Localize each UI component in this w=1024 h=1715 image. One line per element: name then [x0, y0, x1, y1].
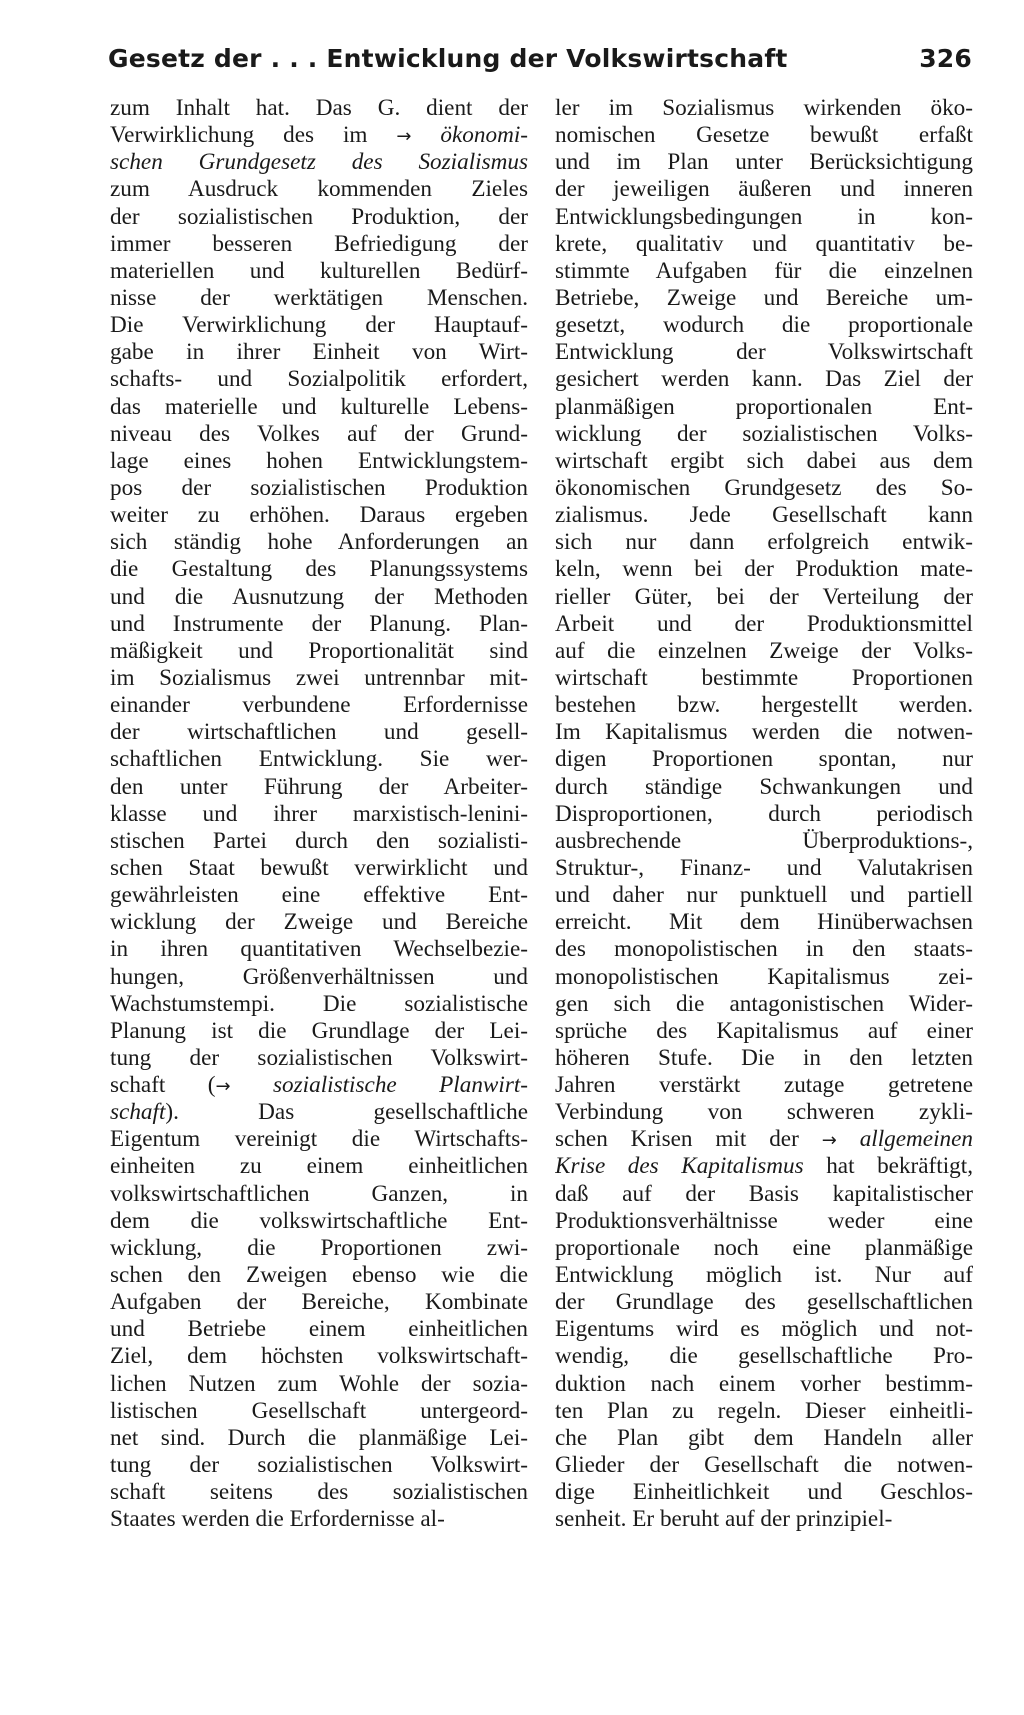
text-line: Staates werden die Erfordernisse al-: [110, 1506, 445, 1533]
text-line: pos der sozialistischen Produktion: [110, 474, 528, 501]
text-line: durch ständige Schwankungen und: [555, 773, 973, 800]
text-run: ). Das gesellschaftliche: [165, 1099, 528, 1126]
left-text-column: [110, 95, 528, 1533]
text-line: mäßigkeit und Proportionalität sind: [110, 637, 528, 664]
text-line: Verbindung von schweren zykli-: [555, 1099, 973, 1126]
text-line: sprüche des Kapitalismus auf einer: [555, 1017, 973, 1044]
text-line: auf die einzelnen Zweige der Volks-: [555, 637, 973, 664]
text-line: Wachstumstempi. Die sozialistische: [110, 990, 528, 1017]
text-line: volkswirtschaftlichen Ganzen, in: [110, 1180, 528, 1207]
text-line: krete, qualitativ und quantitativ be-: [555, 230, 973, 257]
text-line: schen den Zweigen ebenso wie die: [110, 1262, 528, 1289]
text-line: zialismus. Jede Gesellschaft kann: [555, 502, 973, 529]
cross-reference-term: sozialistische Planwirt-: [273, 1072, 528, 1099]
text-line: niveau des Volkes auf der Grund-: [110, 420, 528, 447]
right-text-column: [555, 95, 973, 1533]
text-line: sich ständig hohe Anforderungen an: [110, 529, 528, 556]
text-line: und im Plan unter Berücksichtigung: [555, 149, 973, 176]
text-line: gesetzt, wodurch die proportionale: [555, 312, 973, 339]
cross-reference-term: schaft: [110, 1099, 166, 1126]
text-line: der jeweiligen äußeren und inneren: [555, 176, 973, 203]
text-line: und Instrumente der Planung. Plan-: [110, 610, 528, 637]
text-line: Entwicklung möglich ist. Nur auf: [555, 1262, 973, 1289]
cross-reference-arrow-icon: →: [396, 126, 412, 148]
text-line: im Sozialismus zwei untrennbar mit-: [110, 664, 528, 691]
text-line: weiter zu erhöhen. Daraus ergeben: [110, 502, 528, 529]
cross-reference-arrow-icon: →: [821, 1130, 837, 1152]
text-line: daß auf der Basis kapitalistischer: [555, 1180, 973, 1207]
text-line: duktion nach einem vorher bestimm-: [555, 1370, 973, 1397]
cross-reference-term: Krise des Kapitalismus: [555, 1153, 804, 1180]
text-line: rieller Güter, bei der Verteilung der: [555, 583, 973, 610]
cross-reference-term: allgemeinen: [859, 1126, 973, 1153]
text-line: der sozialistischen Produktion, der: [110, 203, 528, 230]
text-line: gewährleisten eine effektive Ent-: [110, 882, 528, 909]
text-line: che Plan gibt dem Handeln aller: [555, 1424, 973, 1451]
text-line: [555, 1153, 973, 1180]
text-line: ler im Sozialismus wirkenden öko-: [555, 95, 973, 121]
text-line: Glieder der Gesellschaft die notwen-: [555, 1452, 973, 1479]
text-line: tung der sozialistischen Volkswirt-: [110, 1452, 528, 1479]
text-run: hat bekräftigt,: [803, 1153, 973, 1180]
text-line: Entwicklungsbedingungen in kon-: [555, 203, 973, 230]
text-line: Im Kapitalismus werden die notwen-: [555, 719, 973, 746]
text-line: [110, 149, 528, 176]
text-line: digen Proportionen spontan, nur: [555, 746, 973, 773]
text-line: schaftlichen Entwicklung. Sie wer-: [110, 746, 528, 773]
text-line: dem die volkswirtschaftliche Ent-: [110, 1207, 528, 1234]
text-line: nisse der werktätigen Menschen.: [110, 284, 528, 311]
text-line: das materielle und kulturelle Lebens-: [110, 393, 528, 420]
text-line: Aufgaben der Bereiche, Kombinate: [110, 1289, 528, 1316]
text-line: Eigentum vereinigt die Wirtschafts-: [110, 1126, 528, 1153]
text-line: immer besseren Befriedigung der: [110, 230, 528, 257]
text-line: Disproportionen, durch periodisch: [555, 800, 973, 827]
text-line: Planung ist die Grundlage der Lei-: [110, 1017, 528, 1044]
text-line: und die Ausnutzung der Methoden: [110, 583, 528, 610]
text-line: ten Plan zu regeln. Dieser einheitli-: [555, 1397, 973, 1424]
text-run: schaft (: [110, 1072, 216, 1099]
running-header: [108, 38, 972, 78]
text-line: tung der sozialistischen Volkswirt-: [110, 1044, 528, 1071]
text-line: keln, wenn bei der Produktion mate-: [555, 556, 973, 583]
text-line: wirtschaft ergibt sich dabei aus dem: [555, 447, 973, 474]
text-line: der Grundlage des gesellschaftlichen: [555, 1289, 973, 1316]
text-line: des monopolistischen in den staats-: [555, 936, 973, 963]
text-line: wirtschaft bestimmte Proportionen: [555, 664, 973, 691]
text-line: Entwicklung der Volkswirtschaft: [555, 339, 973, 366]
text-line: proportionale noch eine planmäßige: [555, 1234, 973, 1261]
text-line: [110, 1099, 528, 1126]
text-line: [555, 1126, 973, 1153]
text-line: stischen Partei durch den sozialisti-: [110, 827, 528, 854]
text-line: Arbeit und der Produktionsmittel: [555, 610, 973, 637]
text-line: einander verbundene Erfordernisse: [110, 692, 528, 719]
text-line: planmäßigen proportionalen Ent-: [555, 393, 973, 420]
text-line: nomischen Gesetze bewußt erfaßt: [555, 122, 973, 149]
text-line: wicklung der Zweige und Bereiche: [110, 909, 528, 936]
text-line: schen Staat bewußt verwirklicht und: [110, 854, 528, 881]
text-line: Eigentums wird es möglich und not-: [555, 1316, 973, 1343]
header-title: Gesetz der . . . Entwicklung der Volkswirtschaft: [108, 43, 788, 73]
text-line: ökonomischen Grundgesetz des So-: [555, 474, 973, 501]
text-line: [110, 1072, 528, 1099]
text-line: einheiten zu einem einheitlichen: [110, 1153, 528, 1180]
text-line: Die Verwirklichung der Hauptauf-: [110, 312, 528, 339]
text-line: wicklung der sozialistischen Volks-: [555, 420, 973, 447]
text-line: ausbrechende Überproduktions-,: [555, 827, 973, 854]
text-line: Jahren verstärkt zutage getretene: [555, 1072, 973, 1099]
page-number: 326: [919, 43, 972, 73]
text-line: gen sich die antagonistischen Wider-: [555, 990, 973, 1017]
text-line: in ihren quantitativen Wechselbezie-: [110, 936, 528, 963]
text-line: Struktur-, Finanz- und Valutakrisen: [555, 854, 973, 881]
cross-reference-term: schen Grundgesetz des Sozialismus: [110, 149, 528, 176]
text-line: erreicht. Mit dem Hinüberwachsen: [555, 909, 973, 936]
text-line: hungen, Größenverhältnissen und: [110, 963, 528, 990]
text-line: wicklung, die Proportionen zwi-: [110, 1234, 528, 1261]
text-line: senheit. Er beruht auf der prinzipiel-: [555, 1506, 893, 1533]
text-line: klasse und ihrer marxistisch-lenini-: [110, 800, 528, 827]
text-line: lage eines hohen Entwicklungstem-: [110, 447, 528, 474]
text-line: und Betriebe einem einheitlichen: [110, 1316, 528, 1343]
text-line: lichen Nutzen zum Wohle der sozia-: [110, 1370, 528, 1397]
text-line: bestehen bzw. hergestellt werden.: [555, 692, 973, 719]
text-line: den unter Führung der Arbeiter-: [110, 773, 528, 800]
text-line: schafts- und Sozialpolitik erfordert,: [110, 366, 528, 393]
text-line: [110, 122, 528, 149]
text-line: listischen Gesellschaft untergeord-: [110, 1397, 528, 1424]
text-run: schen Krisen mit der: [555, 1126, 822, 1153]
text-line: gesichert werden kann. Das Ziel der: [555, 366, 973, 393]
text-line: Betriebe, Zweige und Bereiche um-: [555, 284, 973, 311]
text-line: Produktionsverhältnisse weder eine: [555, 1207, 973, 1234]
text-line: die Gestaltung des Planungssystems: [110, 556, 528, 583]
cross-reference-term: ökonomi-: [440, 122, 528, 149]
text-line: wendig, die gesellschaftliche Pro-: [555, 1343, 973, 1370]
text-line: gabe in ihrer Einheit von Wirt-: [110, 339, 528, 366]
text-line: stimmte Aufgaben für die einzelnen: [555, 257, 973, 284]
text-line: zum Ausdruck kommenden Zieles: [110, 176, 528, 203]
cross-reference-arrow-icon: →: [215, 1076, 231, 1098]
text-line: zum Inhalt hat. Das G. dient der: [110, 95, 528, 121]
text-line: monopolistischen Kapitalismus zei-: [555, 963, 973, 990]
text-run: Verwirklichung des im: [110, 122, 397, 149]
text-line: Ziel, dem höchsten volkswirtschaft-: [110, 1343, 528, 1370]
text-line: der wirtschaftlichen und gesell-: [110, 719, 528, 746]
text-line: dige Einheitlichkeit und Geschlos-: [555, 1479, 973, 1506]
text-line: höheren Stufe. Die in den letzten: [555, 1044, 973, 1071]
text-line: materiellen und kulturellen Bedürf-: [110, 257, 528, 284]
text-line: schaft seitens des sozialistischen: [110, 1479, 528, 1506]
text-line: net sind. Durch die planmäßige Lei-: [110, 1424, 528, 1451]
text-line: sich nur dann erfolgreich entwik-: [555, 529, 973, 556]
text-line: und daher nur punktuell und partiell: [555, 882, 973, 909]
